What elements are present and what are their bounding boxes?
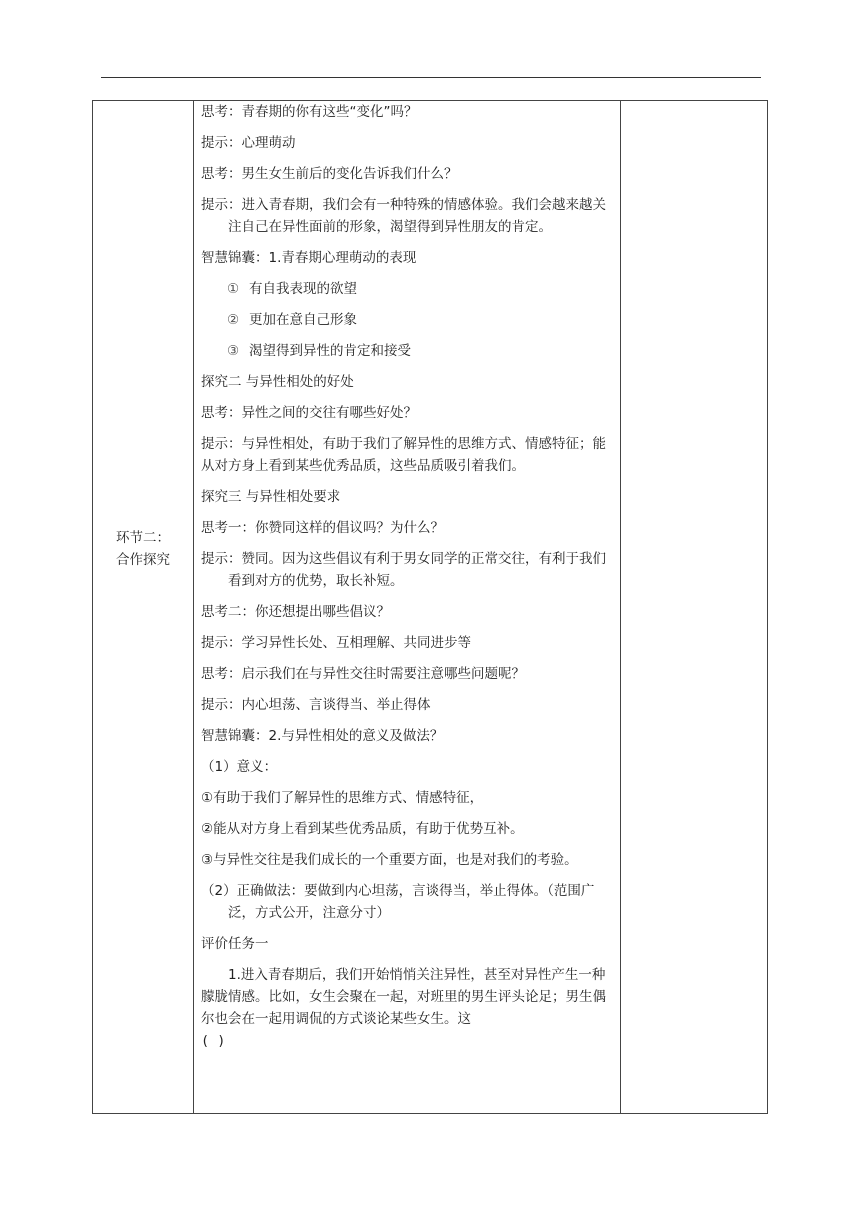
list-item <box>201 309 615 331</box>
list-item <box>201 340 615 362</box>
list-item <box>201 278 615 300</box>
list-number: ① <box>227 281 240 297</box>
wisdom-tip-heading: 智慧锦囊：2.与异性相处的意义及做法？ <box>201 728 444 744</box>
list-item-text: 渴望得到异性的肯定和接受 <box>249 343 411 359</box>
hint-line: 提示：心理萌动 <box>201 135 296 151</box>
question-paragraph: 1.进入青春期后，我们开始悄悄关注异性，甚至对异性产生一种朦胧情感。比如，女生会聚在一起，对班里的男生评头论足；男生偶尔也会在一起用调侃的方式谈论某些女生。这 <box>201 967 606 1027</box>
think-line: 思考二：你还想提出哪些倡议？ <box>201 604 390 620</box>
think-line: 思考一：你赞同这样的倡议吗？为什么？ <box>201 520 444 536</box>
column-divider-2 <box>620 101 621 1113</box>
section-heading: 探究二 与异性相处的好处 <box>201 374 354 390</box>
meaning-item: ②能从对方身上看到某些优秀品质，有助于优势互补。 <box>201 821 524 837</box>
think-line: 思考：启示我们在与异性交往时需要注意哪些问题呢？ <box>201 666 525 682</box>
lesson-table <box>92 100 768 1114</box>
section-heading: 探究三 与异性相处要求 <box>201 489 341 505</box>
hint-paragraph: 提示：与异性相处，有助于我们了解异性的思维方式、情感特征；能从对方身上看到某些优秀品质，这些品质吸引着我们。 <box>201 436 606 474</box>
content-cell <box>201 101 615 1052</box>
hint-line: 提示：学习异性长处、互相理解、共同进步等 <box>201 635 471 651</box>
think-line: 思考：异性之间的交往有哪些好处？ <box>201 405 417 421</box>
stage-label-line-1: 环节二： <box>116 530 170 546</box>
column-divider-1 <box>193 101 194 1113</box>
list-item-text: 有自我表现的欲望 <box>249 281 357 297</box>
header-rule <box>101 77 761 78</box>
list-number: ② <box>227 312 240 328</box>
list-item-text: 更加在意自己形象 <box>249 312 357 328</box>
hint-line: 提示：内心坦荡、言谈得当、举止得体 <box>201 697 431 713</box>
answer-blank: ( ) <box>201 1033 226 1049</box>
meaning-item: ③与异性交往是我们成长的一个重要方面，也是对我们的考验。 <box>201 852 578 868</box>
meaning-item: ①有助于我们了解异性的思维方式、情感特征， <box>201 790 484 806</box>
list-number: ③ <box>227 343 240 359</box>
think-line: 思考：青春期的你有这些“变化”吗？ <box>201 104 418 120</box>
wisdom-tip-heading: 智慧锦囊：1.青春期心理萌动的表现 <box>201 250 417 266</box>
hint-paragraph: 提示：赞同。因为这些倡议有利于男女同学的正常交往，有利于我们看到对方的优势，取长补短。 <box>201 551 606 589</box>
evaluation-heading: 评价任务一 <box>201 936 269 952</box>
stage-label-line-2: 合作探究 <box>116 552 170 568</box>
think-line: 思考：男生女生前后的变化告诉我们什么？ <box>201 166 458 182</box>
stage-label <box>93 527 193 571</box>
hint-paragraph: 提示：进入青春期，我们会有一种特殊的情感体验。我们会越来越关注自己在异性面前的形象，渴望得到异性朋友的肯定。 <box>201 197 606 235</box>
meaning-heading: （1）意义： <box>201 759 278 775</box>
practice-paragraph: （2）正确做法：要做到内心坦荡，言谈得当，举止得体。（范围广泛，方式公开，注意分寸） <box>201 883 595 921</box>
